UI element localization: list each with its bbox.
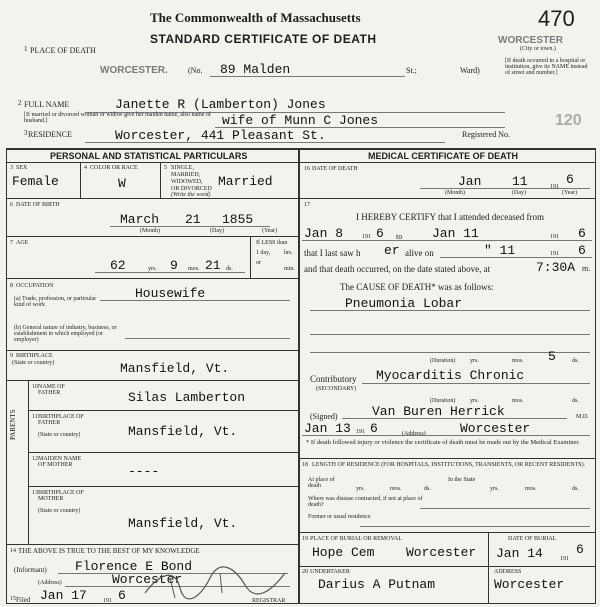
mother-bp-label: BIRTHPLACE OF MOTHER — [38, 490, 84, 502]
father-value: Silas Lamberton — [128, 390, 246, 405]
sex-value: Female — [12, 174, 59, 189]
age-days: 21 — [205, 258, 221, 273]
contributory-value: Myocarditis Chronic — [376, 368, 525, 383]
father-label: NAME OF FATHER — [38, 384, 65, 396]
res-place-ds: ds. — [424, 486, 431, 492]
color-label: COLOR OR RACE — [90, 165, 138, 171]
cert-to-date: Jan 11 — [432, 226, 479, 241]
residence-number: 3 — [24, 129, 28, 137]
signed-year: 6 — [370, 421, 378, 436]
signed-year-prefix: 191 — [356, 429, 365, 435]
place-st-label: St.; — [406, 66, 417, 75]
full-name-value: Janette R (Lamberton) Jones — [115, 97, 326, 112]
registered-value: 120 — [555, 112, 582, 129]
certificate-title: STANDARD CERTIFICATE OF DEATH — [150, 32, 377, 46]
name-number: 2 — [18, 99, 22, 107]
color-value: W — [118, 176, 126, 191]
burial-year: 6 — [576, 542, 584, 557]
father-number: 10 — [32, 384, 38, 390]
certificate-number: 470 — [538, 6, 575, 31]
hospital-note: [If death occurred in a hospital or institution, give its NAME instead of street and number.] — [505, 58, 588, 76]
dob-day: 21 — [185, 212, 201, 227]
less-than-label: If LESS than — [256, 240, 288, 246]
filed-number: 15 — [10, 596, 16, 602]
contracted-label: Where was disease contracted, if not at place of death? — [308, 496, 423, 508]
personal-heading: PERSONAL AND STATISTICAL PARTICULARS — [50, 151, 248, 161]
dob-day-caption: (Day) — [210, 228, 224, 234]
sex-label: SEX — [16, 165, 28, 171]
undertaker-address-label: ADDRESS — [494, 569, 522, 575]
duration-value: 5 — [548, 349, 556, 364]
place-number: 1 — [24, 45, 28, 53]
last-saw-text: that I last saw h — [304, 248, 361, 258]
married-note: [If married or divorced woman or widow give her maiden name, also name of husband.] — [24, 112, 211, 124]
filed-year-prefix: 191 — [103, 598, 112, 604]
age-years: 62 — [110, 258, 126, 273]
true-text: THE ABOVE IS TRUE TO THE BEST OF MY KNOWLEDGE — [18, 547, 200, 555]
father-bp-value: Mansfield, Vt. — [128, 424, 238, 439]
less-or-label: or — [256, 260, 261, 266]
dod-label: DATE OF DEATH — [312, 166, 358, 172]
marital-write: (Write the word) — [171, 192, 211, 198]
dod-number: 16 — [304, 166, 310, 172]
res-place-yrs: yrs. — [356, 486, 365, 492]
duration-yrs-2: yrs. — [470, 398, 479, 404]
mother-number: 12 — [32, 456, 38, 462]
dob-year-caption: (Year) — [262, 228, 278, 234]
signed-date: Jan 13 — [304, 421, 351, 436]
at-place-label: At place of death — [308, 477, 335, 489]
undertaker-label: UNDERTAKER — [310, 569, 350, 575]
less-day-label: 1 day, — [256, 250, 271, 256]
duration-ds-1: ds. — [572, 358, 579, 364]
burial-city: Worcester — [406, 545, 477, 560]
cert-to: to — [396, 232, 403, 241]
marital-option-widowed: WIDOWED, — [171, 179, 203, 185]
city-caption: (City or town.) — [520, 46, 556, 52]
mother-value: ---- — [128, 464, 160, 479]
alive-date: " 11 — [484, 243, 516, 258]
less-min-label: min. — [284, 266, 295, 272]
birthplace-number: 9 — [10, 353, 13, 359]
place-street: 89 Malden — [220, 62, 291, 77]
registered-label: Registered No. — [462, 130, 510, 139]
sex-number: 3 — [10, 165, 13, 171]
dod-day: 11 — [512, 174, 528, 189]
medical-heading: MEDICAL CERTIFICATE OF DEATH — [368, 151, 518, 161]
husband-value: wife of Munn C Jones — [222, 113, 379, 128]
duration-yrs-1: yrs. — [470, 358, 479, 364]
dob-number: 6 — [10, 202, 13, 208]
marital-number: 5 — [164, 165, 167, 171]
city-stamp: WORCESTER — [498, 35, 563, 46]
filed-date: Jan 17 — [40, 588, 87, 603]
signed-address: Worcester — [460, 421, 531, 436]
residence-label: RESIDENCE — [28, 130, 72, 139]
dob-label: DATE OF BIRTH — [16, 202, 60, 208]
age-label: AGE — [16, 240, 29, 246]
alive-on-text: alive on — [405, 248, 434, 258]
occurred-m: m. — [582, 264, 591, 273]
residence-value: Worcester, 441 Pleasant St. — [115, 128, 326, 143]
place-ward-label: Ward) — [460, 66, 480, 75]
duration-mos-1: mos. — [512, 358, 524, 364]
duration-ds-2: ds. — [572, 398, 579, 404]
res-state-ds: ds. — [572, 486, 579, 492]
age-yrs-unit: yrs. — [148, 266, 157, 272]
mother-label: MAIDEN NAME OF MOTHER — [38, 456, 82, 468]
last-saw-fill: er — [384, 243, 400, 258]
color-number: 4 — [84, 165, 87, 171]
cert-to-year-prefix: 191 — [550, 234, 559, 240]
md-label: M.D. — [576, 414, 589, 420]
burial-number: 19 — [302, 536, 308, 542]
registrar-label: REGISTRAR — [252, 598, 286, 604]
place-city-stamp: WORCESTER. — [100, 65, 168, 76]
duration-mos-2: mos. — [512, 398, 524, 404]
marital-option-divorced: OR DIVORCED — [171, 186, 212, 192]
dod-year: 6 — [566, 172, 574, 187]
filed-label: Filed — [16, 596, 31, 604]
occupation-number: 8 — [10, 283, 13, 289]
occurred-text: and that death occurred, on the date stated above, at — [304, 264, 491, 274]
mother-bp-value: Mansfield, Vt. — [128, 516, 238, 531]
parents-label-text: PARENTS — [9, 409, 17, 440]
registrar-signature — [140, 563, 290, 603]
occurred-time: 7:30A — [536, 260, 576, 275]
father-bp-label: BIRTHPLACE OF FATHER — [38, 414, 84, 426]
parents-label — [10, 410, 16, 440]
duration-label-1: (Duration) — [430, 358, 456, 364]
place-no-label: (No. — [188, 66, 203, 75]
dob-month: March — [120, 212, 160, 227]
residence-len-number: 18 — [302, 462, 308, 468]
marital-value: Married — [218, 174, 273, 189]
trade-note: (a) Trade, profession, or particular kind of work — [14, 296, 97, 308]
birthplace-sub: (State or country) — [12, 360, 55, 366]
age-number: 7 — [10, 240, 13, 246]
place-label: PLACE OF DEATH — [30, 46, 96, 55]
cert-from-date: Jan 8 — [304, 226, 344, 241]
injury-note: * If death followed injury or violence the certificate of death must be made out by the Medical Examiner. — [306, 439, 580, 446]
dod-day-caption: (Day) — [512, 190, 526, 196]
mother-bp-sub: (State or country) — [38, 508, 81, 514]
undertaker-name: Darius A Putnam — [318, 577, 436, 592]
burial-label: PLACE OF BURIAL OR REMOVAL — [310, 536, 403, 542]
contributory-label: Contributory — [310, 374, 357, 384]
res-state-yrs: yrs. — [490, 486, 499, 492]
dob-year: 1855 — [222, 212, 254, 227]
res-place-mos: mos. — [390, 486, 402, 492]
cause-value: Pneumonia Lobar — [345, 296, 463, 311]
dob-month-caption: (Month) — [140, 228, 160, 234]
marital-option-single: SINGLE, — [171, 165, 194, 171]
cert-number: 17 — [304, 202, 310, 208]
mother-bp-number: 13 — [32, 490, 38, 496]
occupation-label: OCCUPATION — [16, 283, 54, 289]
undertaker-number: 20 — [302, 569, 308, 575]
burial-year-prefix: 191 — [560, 556, 569, 562]
residence-len-label: LENGTH OF RESIDENCE (FOR HOSPITALS, INSTITUTIONS, TRANSIENTS, OR RECENT RESIDENTS). — [312, 462, 586, 468]
industry-note: (b) General nature of industry, business, or establishment in which employed (or employer) — [14, 325, 117, 343]
cause-label: The CAUSE OF DEATH* was as follows: — [340, 282, 494, 292]
dod-year-prefix: 191 — [550, 184, 559, 190]
former-residence-label: Former or usual residence — [308, 514, 371, 520]
burial-date: Jan 14 — [496, 546, 543, 561]
informant-name: Florence E Bond — [75, 559, 193, 574]
dod-month-caption: (Month) — [445, 190, 465, 196]
birthplace-value: Mansfield, Vt. — [120, 361, 230, 376]
father-bp-sub: (State or country) — [38, 432, 81, 438]
alive-year-prefix: 191 — [550, 251, 559, 257]
res-state-mos: mos. — [525, 486, 537, 492]
burial-place: Hope Cem — [312, 545, 375, 560]
filed-year: 6 — [118, 588, 126, 603]
signed-label: (Signed) — [310, 412, 338, 421]
marital-option-married: MARRIED, — [171, 172, 201, 178]
cert-to-year: 6 — [578, 226, 586, 241]
signed-address-label: (Address) — [402, 431, 426, 437]
alive-year: 6 — [578, 243, 586, 258]
informant-label: (Informant) — [14, 566, 47, 574]
secondary-label: (SECONDARY) — [316, 386, 357, 392]
age-months: 9 — [170, 258, 178, 273]
duration-label-2: (Duration) — [430, 398, 456, 404]
commonwealth-title: The Commonwealth of Massachusetts — [150, 10, 361, 25]
dod-month: Jan — [458, 174, 482, 189]
undertaker-address: Worcester — [494, 577, 565, 592]
informant-address-label: (Address) — [38, 580, 62, 586]
age-mos-unit: mos. — [188, 266, 200, 272]
age-ds-unit: ds. — [226, 266, 233, 272]
in-state-label: In the State — [448, 477, 476, 483]
name-label: FULL NAME — [24, 100, 70, 109]
birthplace-label: BIRTHPLACE — [16, 353, 53, 359]
father-bp-number: 11 — [32, 414, 38, 420]
occupation-value: Housewife — [135, 286, 206, 301]
cert-from-year: 6 — [376, 226, 384, 241]
cert-from-year-prefix: 191 — [362, 234, 371, 240]
informant-number: 14 — [10, 548, 16, 554]
doctor-name: Van Buren Herrick — [372, 404, 505, 419]
dod-year-caption: (Year) — [562, 190, 578, 196]
burial-date-label: DATE OF BURIAL — [508, 536, 557, 542]
informant-address: Worcester — [112, 572, 183, 587]
cert-text: I HEREBY CERTIFY that I attended deceased from — [356, 212, 544, 222]
less-hrs-label: hrs. — [284, 250, 293, 256]
